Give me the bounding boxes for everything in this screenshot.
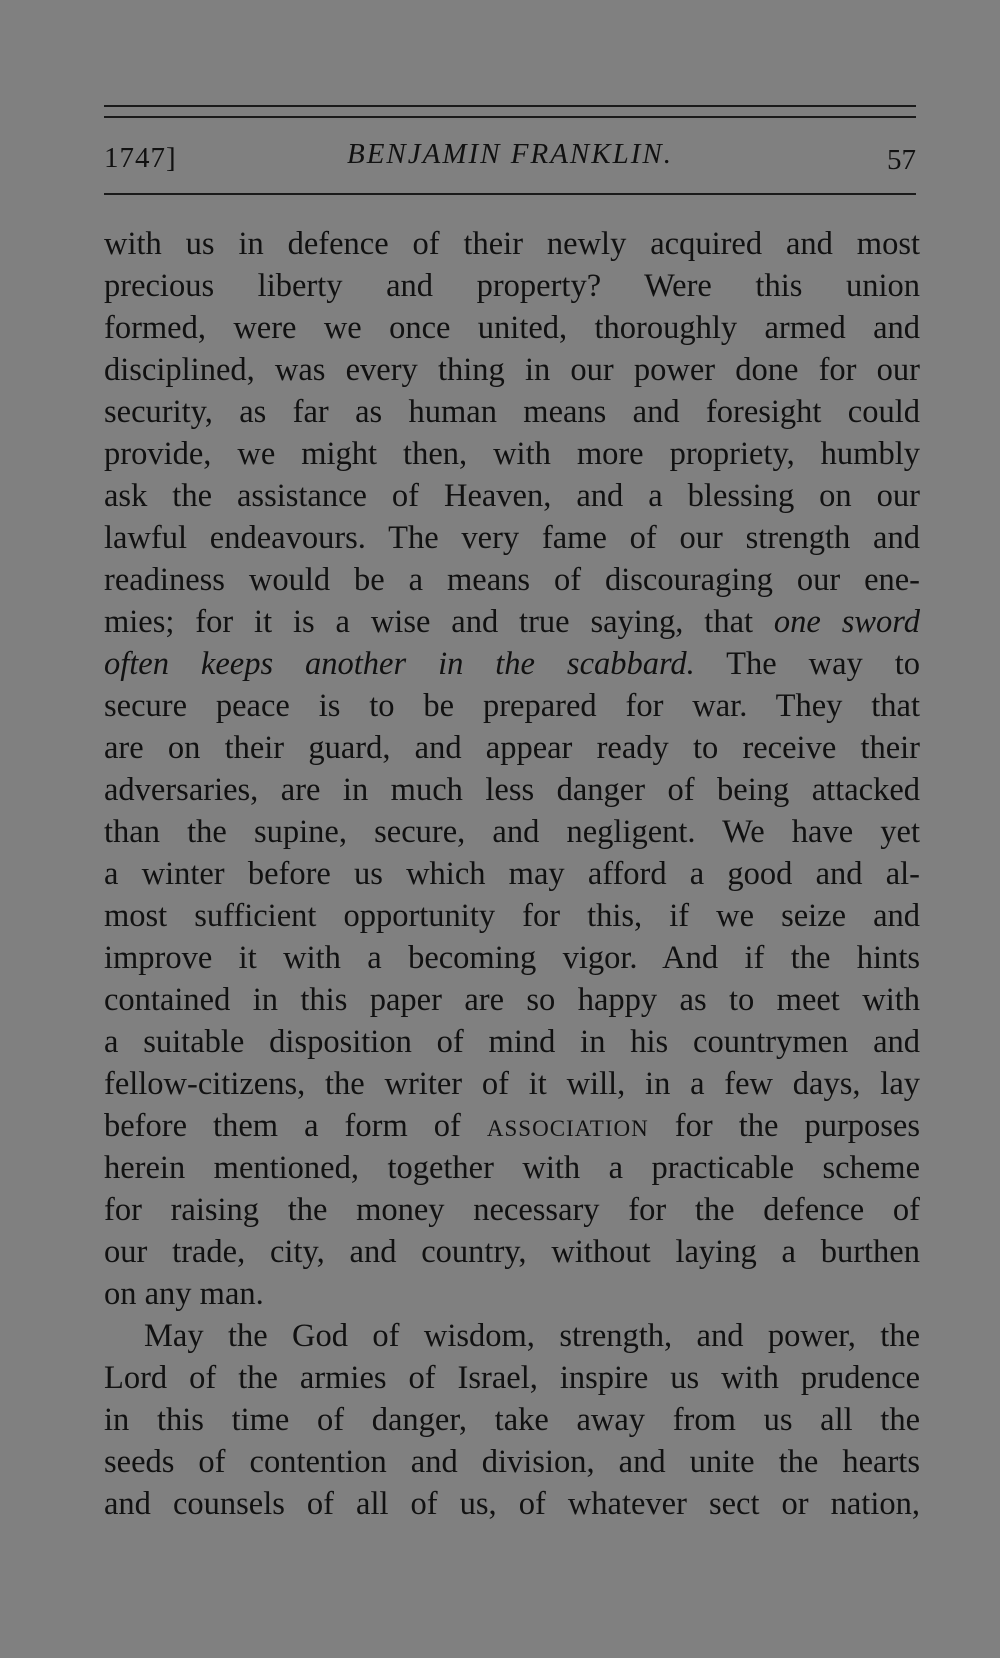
text-line	[104, 1357, 920, 1399]
text-line	[104, 601, 920, 643]
text-run: before them a form of	[104, 1108, 487, 1144]
text-line	[104, 811, 920, 853]
text-line	[104, 853, 920, 895]
italic-text: one sword	[773, 604, 920, 640]
text-line	[104, 1231, 920, 1273]
text-line	[104, 391, 920, 433]
page-number: 57	[887, 144, 916, 176]
text-line	[104, 1063, 920, 1105]
header-underline-rule	[104, 193, 916, 195]
text-run: on any man.	[104, 1276, 264, 1312]
text-run: ask the assistance of Heaven, and a blessing on our	[104, 478, 920, 514]
text-run: improve it with a becoming vigor. And if the hints	[104, 940, 920, 976]
text-line	[104, 265, 920, 307]
text-line	[104, 1483, 920, 1525]
text-run: most sufficient opportunity for this, if we seize and	[104, 898, 920, 934]
text-run: seeds of contention and division, and unite the hearts	[104, 1444, 920, 1480]
text-line	[104, 769, 920, 811]
text-run: than the supine, secure, and negligent. We have yet	[104, 814, 920, 850]
text-run: precious liberty and property? Were this union	[104, 268, 920, 304]
text-line	[104, 433, 920, 475]
text-line	[104, 559, 920, 601]
text-run: secure peace is to be prepared for war. They that	[104, 688, 920, 724]
text-run: Lord of the armies of Israel, inspire us with prudence	[104, 1360, 920, 1396]
text-run: and counsels of all of us, of whatever sect or nation,	[104, 1486, 920, 1522]
text-run: security, as far as human means and foresight could	[104, 394, 920, 430]
paragraph	[104, 1315, 920, 1525]
text-line	[104, 475, 920, 517]
header-year: 1747]	[104, 142, 177, 174]
header-double-rule-bottom	[104, 116, 916, 118]
header-double-rule-top	[104, 105, 916, 107]
text-line	[104, 1399, 920, 1441]
text-line	[104, 1441, 920, 1483]
text-line	[104, 1273, 920, 1315]
text-run: The way to	[694, 646, 920, 682]
paragraph	[104, 223, 920, 1315]
text-line	[104, 307, 920, 349]
text-run: in this time of danger, take away from us all the	[104, 1402, 920, 1438]
text-run: formed, were we once united, thoroughly armed and	[104, 310, 920, 346]
text-run: for raising the money necessary for the defence of	[104, 1192, 920, 1228]
text-line	[104, 1021, 920, 1063]
text-line	[104, 223, 920, 265]
text-line	[104, 937, 920, 979]
text-run: lawful endeavours. The very fame of our strength and	[104, 520, 920, 556]
text-run: herein mentioned, together with a practicable scheme	[104, 1150, 920, 1186]
text-run: disciplined, was every thing in our power done for our	[104, 352, 920, 388]
text-run: contained in this paper are so happy as to meet with	[104, 982, 920, 1018]
text-line	[104, 1105, 920, 1147]
text-run: readiness would be a means of discouraging our ene-	[104, 562, 920, 598]
text-run: May the God of wisdom, strength, and power, the	[144, 1318, 920, 1354]
text-run: are on their guard, and appear ready to receive their	[104, 730, 920, 766]
text-run: a winter before us which may afford a good and al-	[104, 856, 920, 892]
text-run: mies; for it is a wise and true saying, that	[104, 604, 774, 640]
text-run: our trade, city, and country, without laying a burthen	[104, 1234, 920, 1270]
italic-text: often keeps another in the scabbard.	[104, 646, 695, 682]
text-run: fellow-citizens, the writer of it will, in a few days, lay	[104, 1066, 920, 1102]
header-title: BENJAMIN FRANKLIN.	[347, 138, 673, 170]
text-line	[104, 685, 920, 727]
text-line	[104, 979, 920, 1021]
text-line	[104, 1315, 920, 1357]
text-line	[104, 349, 920, 391]
text-line	[104, 1189, 920, 1231]
text-line	[104, 895, 920, 937]
text-run: for the purposes	[648, 1108, 920, 1144]
running-head	[104, 138, 916, 182]
text-line	[104, 1147, 920, 1189]
small-caps-text: association	[486, 1108, 649, 1144]
body-text	[104, 223, 920, 1525]
text-run: adversaries, are in much less danger of being attacked	[104, 772, 920, 808]
text-line	[104, 517, 920, 559]
text-run: a suitable disposition of mind in his countrymen and	[104, 1024, 920, 1060]
text-line	[104, 727, 920, 769]
text-run: provide, we might then, with more propriety, humbly	[104, 436, 920, 472]
text-run: with us in defence of their newly acquired and most	[104, 226, 920, 262]
text-line	[104, 643, 920, 685]
